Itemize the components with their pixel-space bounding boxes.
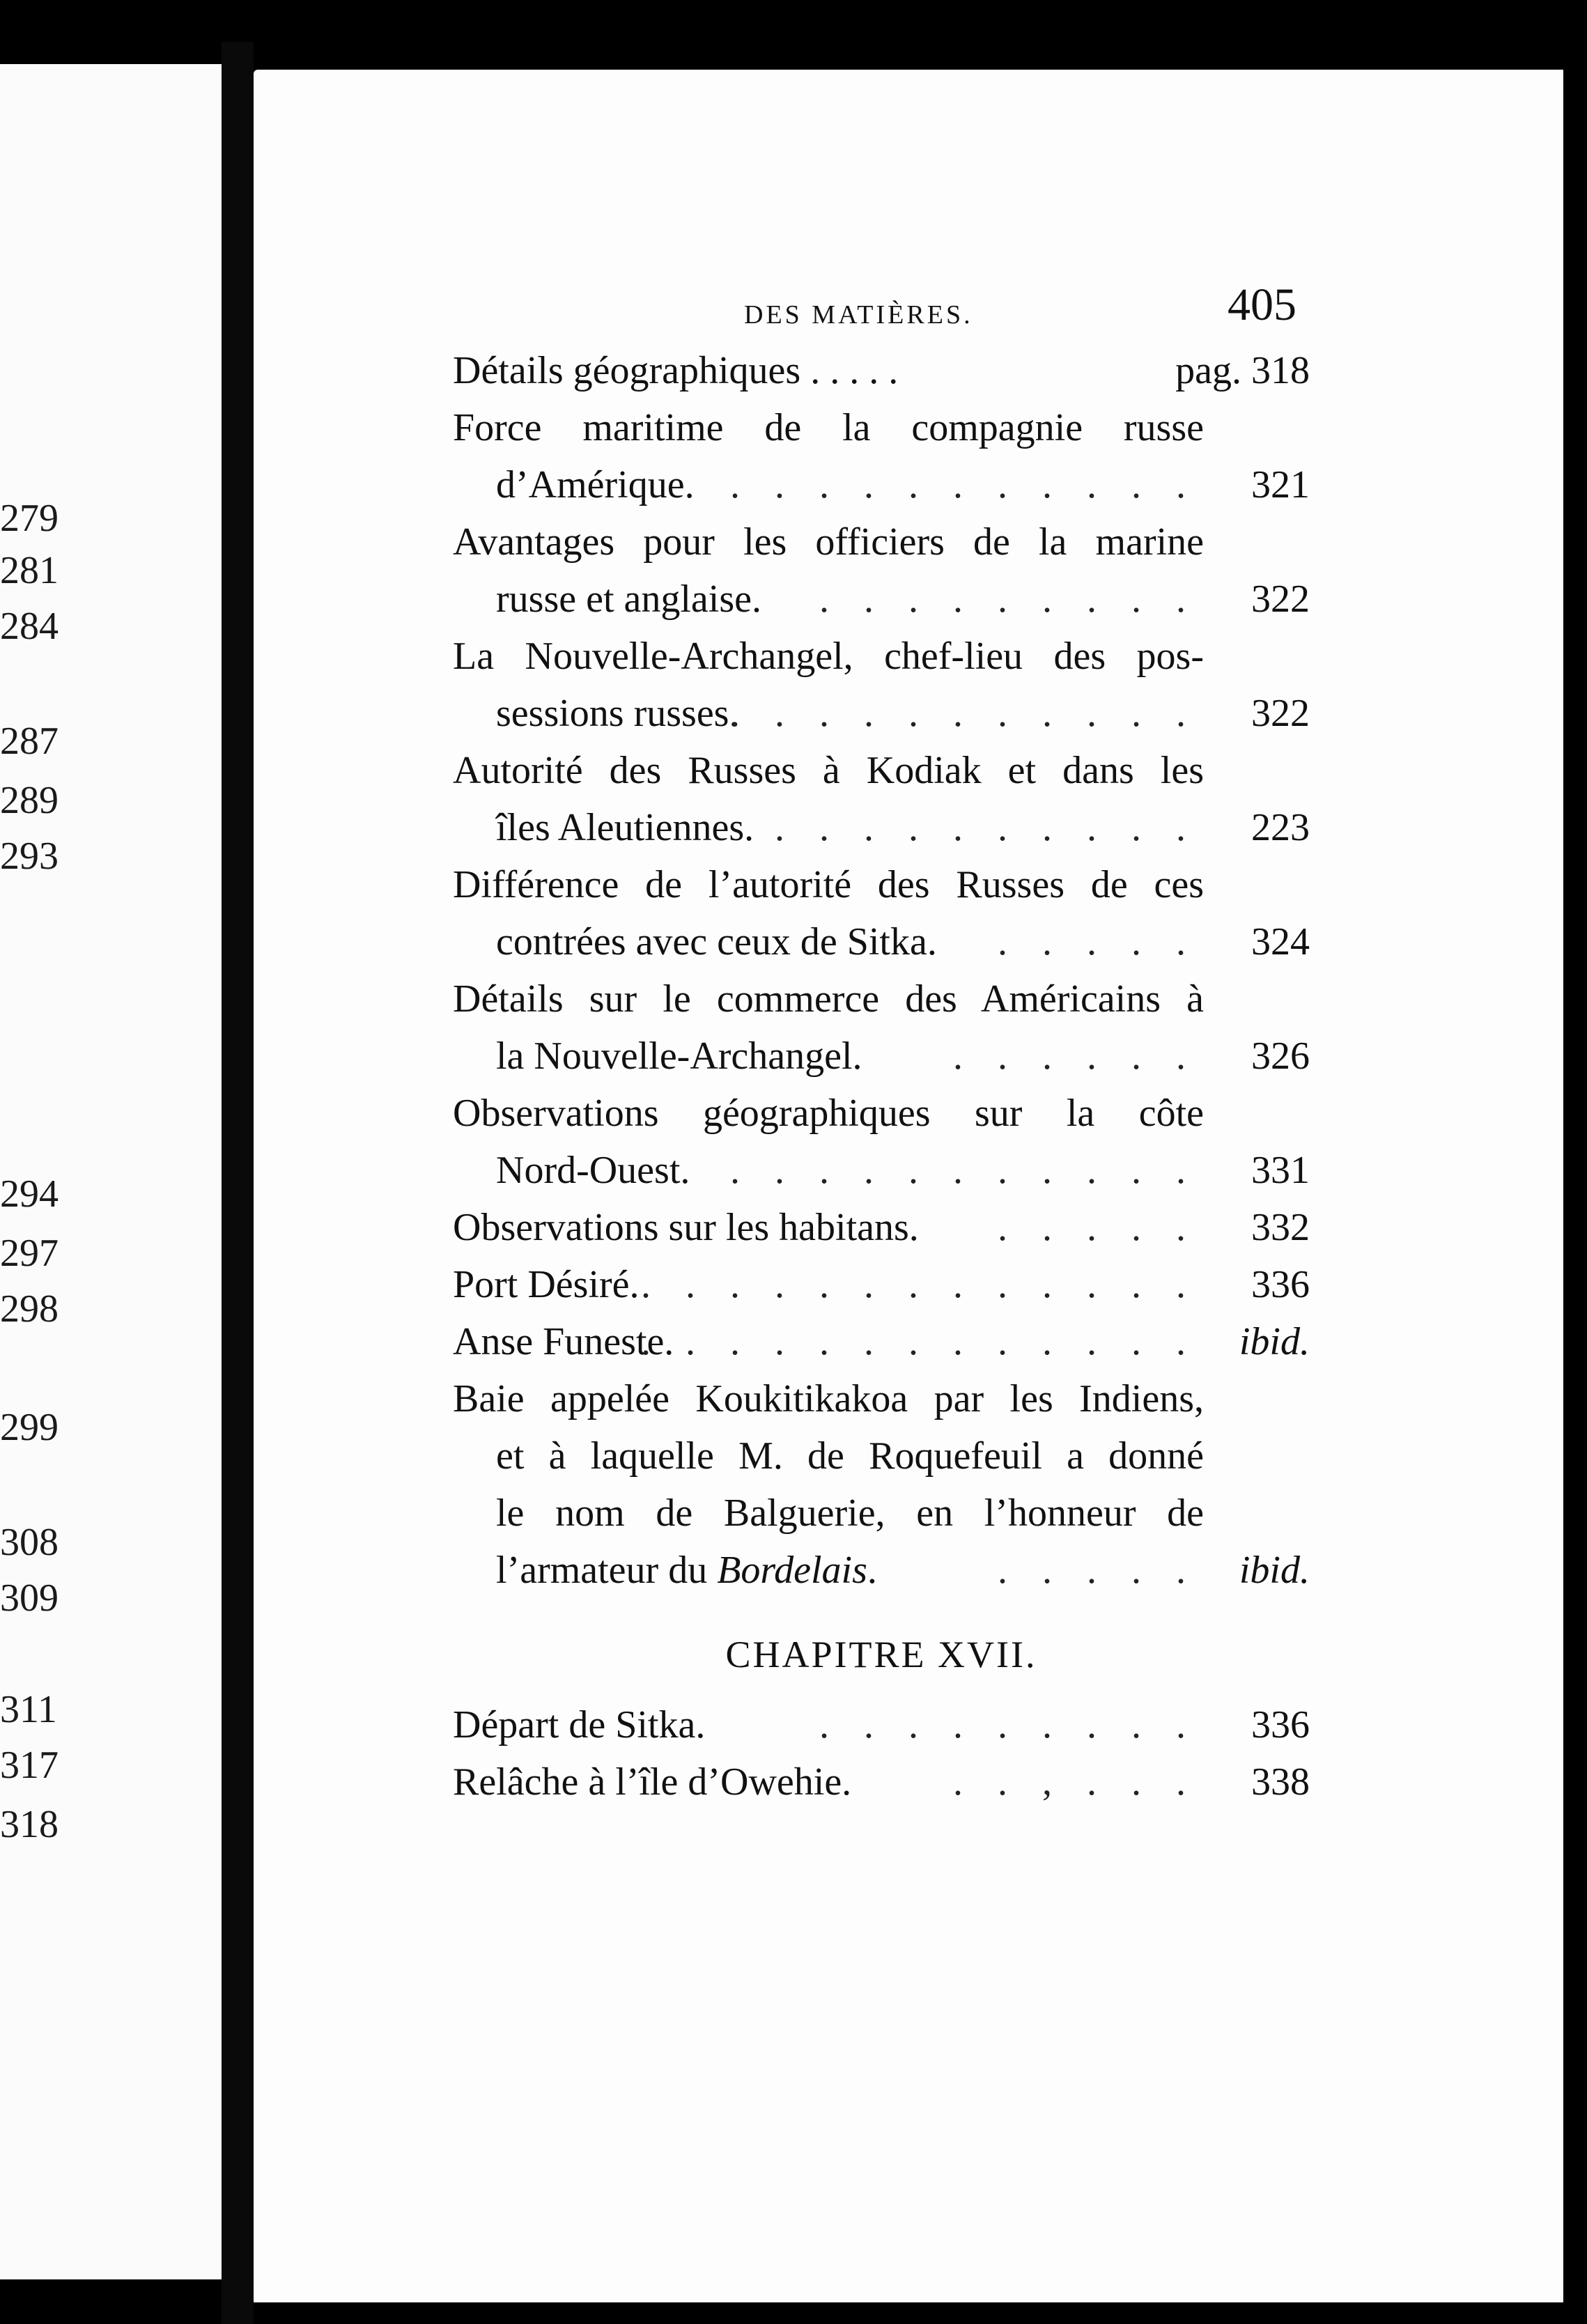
entry-text: d’Amérique. <box>496 463 695 506</box>
entry-text: Nord-Ouest. <box>496 1149 690 1192</box>
page-folio: 405 <box>1228 279 1296 330</box>
left-page-number: 309 <box>0 1577 59 1620</box>
entry-page: 322 <box>1251 692 1310 735</box>
toc-entry-continuation <box>453 691 1310 748</box>
toc-entry-continuation <box>453 577 1310 634</box>
entry-text: Force maritime de la compagnie russe <box>453 406 1204 449</box>
entry-page: ibid. <box>1239 1549 1310 1592</box>
left-page-number: 284 <box>0 605 59 648</box>
leader-dots: . . . . . <box>998 920 1198 963</box>
leader-dots: . . . . . <box>998 1549 1198 1592</box>
chapter-heading: CHAPITRE XVII. <box>725 1634 1037 1675</box>
entry-text: Anse Funeste. <box>453 1320 674 1363</box>
toc-entry <box>453 1091 1204 1148</box>
entry-page: pag. 318 <box>1175 349 1310 392</box>
entry-text: Différence de l’autorité des Russes de ces <box>453 863 1204 906</box>
entry-text: Observations sur les habitans. <box>453 1206 919 1249</box>
leader-dots: . . . . . . . . . <box>819 1703 1198 1746</box>
leader-dots: . . , . . . <box>953 1760 1198 1804</box>
entry-page: 338 <box>1251 1760 1310 1804</box>
entry-page: 324 <box>1251 920 1310 963</box>
entry-text: Départ de Sitka. <box>453 1703 706 1746</box>
leader-dots: . . . . . . . . . . <box>775 806 1198 849</box>
left-page-fragment <box>0 64 222 2279</box>
leader-dots: . . . . . . . . . . . . . <box>641 1263 1198 1306</box>
entry-text: sessions russes. <box>496 692 739 735</box>
entry-page: 331 <box>1251 1149 1310 1192</box>
leader-dots: . . . . . . . . . <box>819 578 1198 621</box>
toc-entry <box>453 1262 1310 1319</box>
entry-text: la Nouvelle-Archangel. <box>496 1035 862 1078</box>
entry-text: russe et anglaise. <box>496 578 761 621</box>
toc-entry <box>453 1319 1310 1377</box>
toc-entry <box>453 862 1204 920</box>
left-page-number: 298 <box>0 1287 59 1331</box>
left-page-number: 297 <box>0 1232 59 1275</box>
entry-page: 332 <box>1251 1206 1310 1249</box>
toc-entry <box>453 1703 1310 1760</box>
toc-entry-continuation <box>453 805 1310 862</box>
book-gutter <box>222 42 254 2324</box>
leader-dots: . . . . . . . . . . . <box>730 692 1198 735</box>
table-of-contents <box>453 348 1310 1817</box>
leader-dots: . . . . . <box>998 1206 1198 1249</box>
toc-entry-continuation <box>453 1548 1310 1605</box>
entry-text: contrées avec ceux de Sitka. <box>496 920 937 963</box>
left-page-number: 318 <box>0 1803 59 1846</box>
entry-page: 322 <box>1251 578 1310 621</box>
entry-text: Observations géographiques sur la côte <box>453 1092 1204 1135</box>
toc-entry <box>453 348 1310 405</box>
toc-entry-continuation <box>453 920 1310 977</box>
toc-entry <box>453 1760 1310 1817</box>
entry-text: Détails sur le commerce des Américains à <box>453 977 1204 1021</box>
left-page-number: 299 <box>0 1406 59 1449</box>
leader-dots: . . . . . . <box>953 1035 1198 1078</box>
toc-entry <box>453 977 1204 1034</box>
entry-text: l’armateur du Bordelais. <box>496 1549 877 1592</box>
toc-entry <box>453 634 1204 691</box>
entry-text: le nom de Balguerie, en l’honneur de <box>496 1492 1204 1535</box>
running-head: DES MATIÈRES. <box>744 300 973 330</box>
toc-entry <box>453 1205 1310 1262</box>
entry-text: et à laquelle M. de Roquefeuil a donné <box>496 1434 1204 1478</box>
toc-entry-continuation <box>453 1148 1310 1205</box>
left-page-number: 308 <box>0 1521 59 1564</box>
entry-text: Avantages pour les officiers de la marine <box>453 520 1204 564</box>
entry-text: Autorité des Russes à Kodiak et dans les <box>453 749 1204 792</box>
left-page-number: 279 <box>0 497 59 540</box>
entry-page: 336 <box>1251 1703 1310 1746</box>
toc-entry-continuation <box>453 1034 1310 1091</box>
left-page-number: 311 <box>0 1688 57 1731</box>
left-page-number: 294 <box>0 1172 59 1216</box>
left-page-number: 287 <box>0 720 59 763</box>
entry-page: 223 <box>1251 806 1310 849</box>
entry-page: 321 <box>1251 463 1310 506</box>
leader-dots: . . . . . . . . . . . <box>730 1149 1198 1192</box>
entry-page: ibid. <box>1239 1320 1310 1363</box>
left-page-number: 281 <box>0 549 59 592</box>
left-page-number: 289 <box>0 779 59 822</box>
entry-text: Port Désiré. <box>453 1263 640 1306</box>
toc-entry <box>453 520 1204 577</box>
toc-entry <box>453 405 1204 463</box>
leader-dots: . . . . . . . . . . . <box>730 463 1198 506</box>
toc-entry-continuation <box>496 1434 1204 1491</box>
entry-text: îles Aleutiennes. <box>496 806 754 849</box>
entry-text: La Nouvelle-Archangel, chef-lieu des pos- <box>453 635 1204 678</box>
left-page-number: 317 <box>0 1744 59 1787</box>
entry-text: Baie appelée Koukitikakoa par les Indiens, <box>453 1377 1204 1420</box>
entry-page: 336 <box>1251 1263 1310 1306</box>
left-page-number: 293 <box>0 835 59 878</box>
toc-entry-continuation <box>453 463 1310 520</box>
leader-dots: . . . . . . . . . . . . . <box>641 1320 1198 1363</box>
entry-text: Détails géographiques . . . . . <box>453 349 899 392</box>
toc-entry <box>453 748 1204 805</box>
toc-entry <box>453 1377 1204 1434</box>
entry-page: 326 <box>1251 1035 1310 1078</box>
entry-text: Relâche à l’île d’Owehie. <box>453 1760 852 1804</box>
toc-entry-continuation <box>496 1491 1204 1548</box>
